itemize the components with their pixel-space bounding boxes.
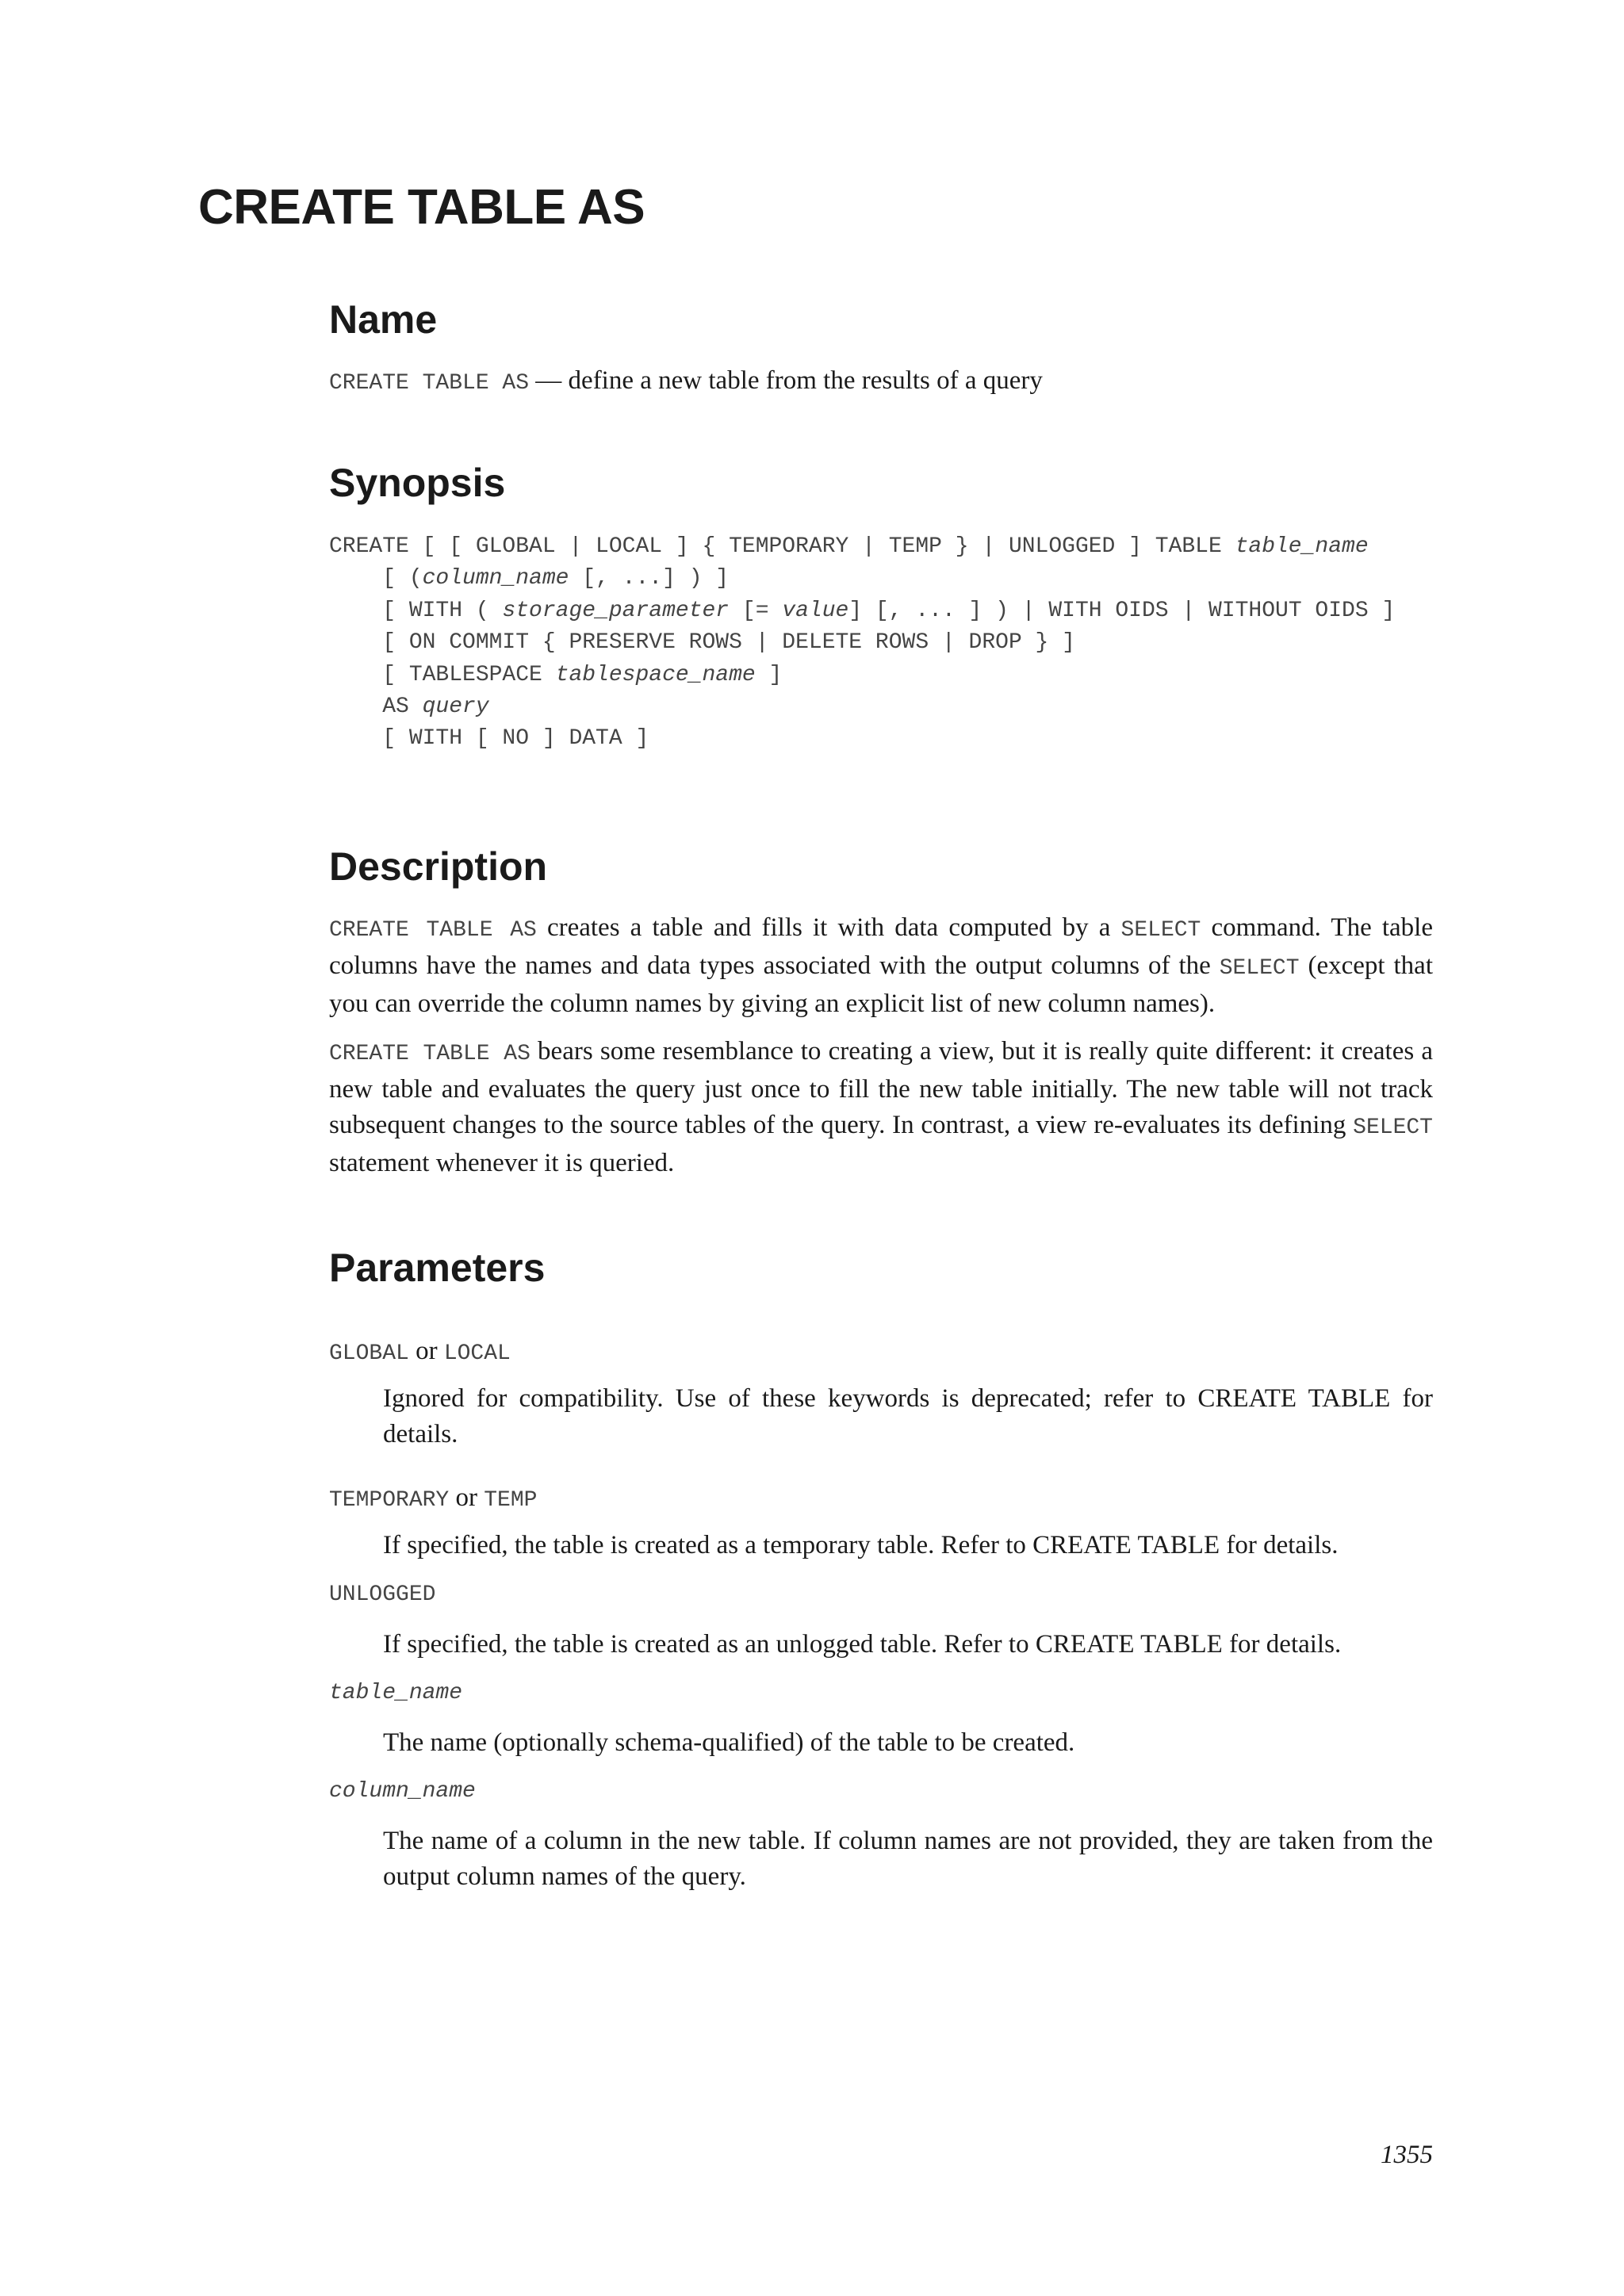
synopsis-keyword: AS [329,694,423,719]
synopsis-line [329,723,1395,755]
param-keyword: TEMPORARY [329,1488,450,1513]
page-number: 1355 [1381,2141,1433,2169]
synopsis-line [329,563,1395,595]
name-heading: Name [329,297,438,342]
synopsis-code-block [329,531,1395,756]
command-summary: — define a new table from the results of a query [529,366,1043,395]
inline-code: SELECT [1219,956,1300,981]
paragraph-text: creates a table and fills it with data computed by a [536,913,1121,942]
synopsis-placeholder: storage_parameter [502,598,730,623]
inline-code: SELECT [1120,918,1201,943]
param-or: or [449,1483,485,1512]
synopsis-keyword: [= [729,598,783,623]
synopsis-keyword: [, ...] ) ] [569,566,730,591]
parameters-heading: Parameters [329,1246,546,1290]
param-term-column-name: column_name [329,1779,476,1804]
synopsis-placeholder: query [422,694,489,719]
param-desc-table-name: The name (optionally schema-qualified) of the table to be created. [383,1728,1075,1757]
synopsis-keyword: [ ( [329,566,423,591]
param-term-temporary [329,1483,537,1513]
synopsis-keyword: [ WITH ( [329,598,503,623]
synopsis-line [329,691,1395,723]
description-paragraph-1 [329,910,1433,1022]
command-name: CREATE TABLE AS [329,371,530,396]
param-desc-temporary: If specified, the table is created as a temporary table. Refer to CREATE TABLE for details. [383,1531,1339,1559]
param-keyword: GLOBAL [329,1341,409,1366]
description-paragraph-2 [329,1034,1433,1181]
param-desc-global-local: Ignored for compatibility. Use of these keywords is deprecated; refer to CREATE TABLE for details. [383,1384,1433,1448]
synopsis-keyword: [ TABLESPACE [329,662,556,687]
param-keyword: LOCAL [443,1341,511,1366]
synopsis-keyword: ] [755,662,783,687]
param-desc-unlogged: If specified, the table is created as an unlogged table. Refer to CREATE TABLE for details. [383,1630,1342,1659]
synopsis-placeholder: tablespace_name [555,662,756,687]
param-term-global-local [329,1337,511,1366]
synopsis-keyword: [ ON COMMIT { PRESERVE ROWS | DELETE ROWS | DROP } ] [329,630,1075,656]
synopsis-keyword: ] [, ... ] ) | WITH OIDS | WITHOUT OIDS ] [848,598,1396,623]
param-or: or [408,1337,444,1365]
synopsis-line [329,595,1395,627]
paragraph-text: (except that you can override the column names by giving an explicit list of new column names). [329,951,1433,1018]
synopsis-keyword: [ WITH [ NO ] DATA ] [329,726,649,752]
paragraph-text: statement whenever it is queried. [329,1149,675,1177]
description-heading: Description [329,844,548,889]
paragraph-text: command. The table columns have the names and data types associated with the output columns of the [329,913,1433,980]
param-term-table-name: table_name [329,1681,463,1705]
name-summary [329,363,1433,401]
inline-code: SELECT [1353,1115,1433,1140]
synopsis-placeholder: value [782,598,849,623]
synopsis-line [329,627,1395,659]
param-term-unlogged: UNLOGGED [329,1582,436,1607]
synopsis-placeholder: table_name [1235,534,1369,559]
param-keyword: TEMP [484,1488,538,1513]
synopsis-line [329,660,1395,691]
inline-code: CREATE TABLE AS [329,918,537,943]
synopsis-line [329,531,1395,563]
synopsis-heading: Synopsis [329,461,506,505]
synopsis-keyword: CREATE [ [ GLOBAL | LOCAL ] { TEMPORARY | TEMP } | UNLOGGED ] TABLE [329,534,1235,559]
page-title: CREATE TABLE AS [198,180,645,235]
paragraph-text: bears some resemblance to creating a view, but it is really quite different: it creates a new table and evaluates the query just once to fill the new table initially. The new table will not track subsequent changes to the source tables of the query. In contrast, a view re-evaluates its defining [329,1037,1433,1139]
inline-code: CREATE TABLE AS [329,1042,530,1066]
param-desc-column-name: The name of a column in the new table. If column names are not provided, they are taken from the output column names of the query. [383,1827,1433,1891]
synopsis-placeholder: column_name [422,566,569,591]
